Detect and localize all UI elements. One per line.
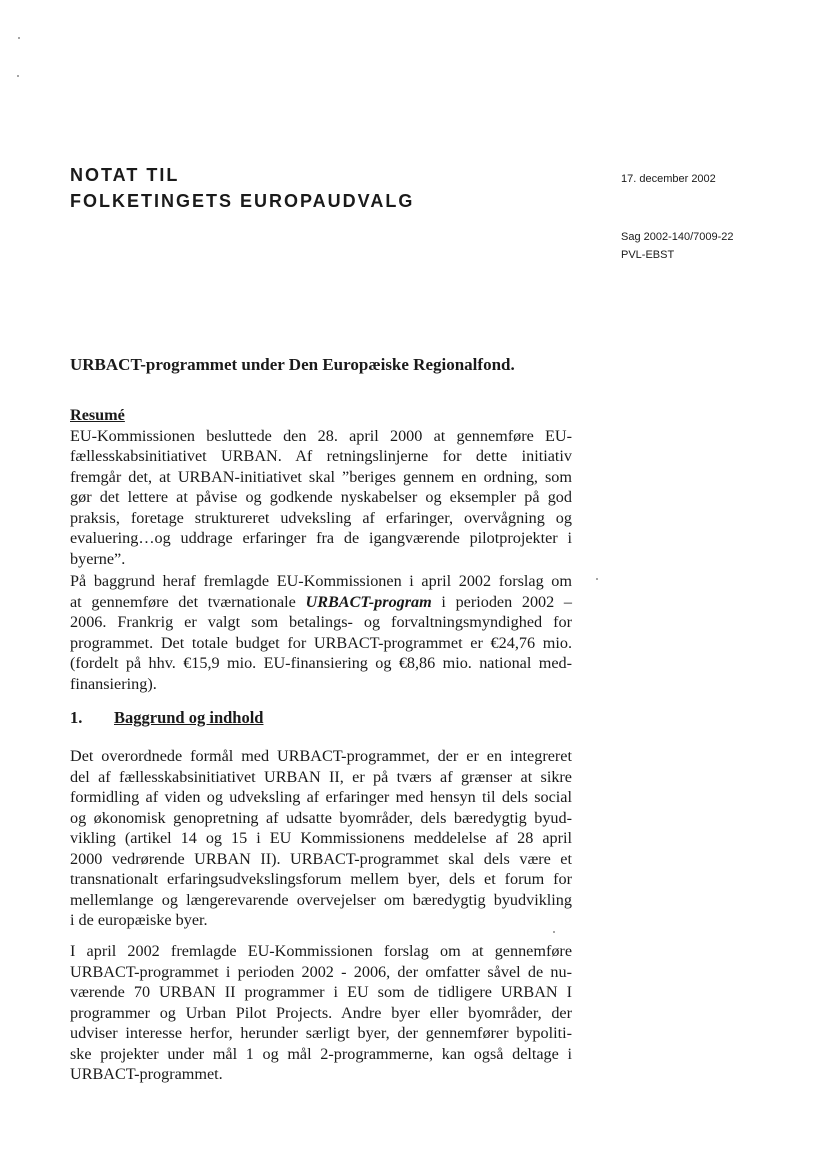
text-line: 2000 vedrørende URBAN II). URBACT-programmet skal dels være et	[70, 849, 572, 868]
text-segment: at gennemføre det tværnationale	[70, 592, 306, 611]
text-line: finansiering).	[70, 674, 157, 693]
text-line: 2006. Frankrig er valgt som betalings- og forvaltningsmyndighed for	[70, 613, 572, 631]
text-line: byerne”.	[70, 549, 126, 568]
text-line: gør det lettere at påvise og godkende nyskabelser og eksempler på god	[70, 488, 572, 506]
scan-speck	[596, 578, 598, 580]
document-heading	[70, 162, 414, 214]
subject-title: URBACT-programmet under Den Europæiske Regionalfond.	[70, 355, 515, 374]
paragraph-proposal	[70, 941, 572, 1085]
paragraph-purpose	[70, 746, 572, 931]
scan-speck	[553, 931, 555, 933]
text-line: ske projekter under mål 1 og mål 2-programmerne, kan også deltage i	[70, 1044, 572, 1063]
text-line: EU-Kommissionen besluttede den 28. april 2000 at gennemføre EU-	[70, 426, 572, 445]
paragraph-budget	[70, 571, 572, 694]
scan-speck	[18, 37, 20, 39]
text-line: programmet. Det totale budget for URBACT-programmet er €24,76 mio.	[70, 633, 572, 652]
text-line: Det overordnede formål med URBACT-programmet, der er en integreret	[70, 747, 572, 765]
text-line: vikling (artikel 14 og 15 i EU Kommissionens meddelelse af 28 april	[70, 829, 572, 847]
text-line: På baggrund heraf fremlagde EU-Kommissionen i april 2002 forslag om	[70, 572, 572, 590]
document-date: 17. december 2002	[621, 173, 716, 185]
heading-line-1: NOTAT TIL	[70, 165, 180, 185]
text-line: evaluering…og uddrage erfaringer fra de igangværende pilotprojekter i	[70, 529, 572, 547]
text-line: praksis, foretage struktureret udveksling af erfaringer, overvågning og	[70, 508, 572, 527]
text-line: fællesskabsinitiativet URBAN. Af retningslinjerne for dette initiativ	[70, 447, 572, 465]
text-line: værende 70 URBAN II programmer i EU som de tidligere URBAN I	[70, 983, 572, 1001]
text-line: transnationalt erfaringsudvekslingsforum mellem byer, dels et forum for	[70, 870, 572, 888]
text-line: i de europæiske byer.	[70, 911, 208, 929]
text-line: udviser interesse herfor, herunder særligt byer, der gennemfører bypoliti-	[70, 1024, 572, 1042]
text-line: formidling af viden og udveksling af erfaringer med hensyn til dels social	[70, 788, 572, 806]
scan-speck	[17, 75, 19, 77]
text-line-emphasis	[70, 592, 572, 613]
text-line: programmer og Urban Pilot Projects. Andre byer eller byområder, der	[70, 1003, 572, 1022]
case-number: Sag 2002-140/7009-22	[621, 231, 734, 243]
heading-line-2: FOLKETINGETS EUROPAUDVALG	[70, 191, 415, 211]
text-line: URBACT-programmet i perioden 2002 - 2006, der omfatter såvel de nu-	[70, 962, 572, 981]
section-title: Baggrund og indhold	[114, 708, 264, 727]
text-segment: i perioden 2002 –	[431, 592, 572, 611]
text-line: (fordelt på hhv. €15,9 mio. EU-finansiering og €8,86 mio. national med-	[70, 654, 572, 672]
text-line: mellemlange og længerevarende overvejelser om bæredygtig byudvikling	[70, 890, 572, 909]
resume-label: Resumé	[70, 406, 125, 424]
text-line: I april 2002 fremlagde EU-Kommissionen forslag om at gennemføre	[70, 942, 572, 960]
program-name-emphasis: URBACT-program	[305, 592, 432, 611]
text-line: fremgår det, at URBAN-initiativet skal ”beriges gennem en ordning, som	[70, 467, 572, 486]
resume-section	[70, 405, 572, 569]
text-line: del af fællesskabsinitiativet URBAN II, er på tværs af grænser at sikre	[70, 767, 572, 786]
text-line: URBACT-programmet.	[70, 1065, 223, 1083]
reference-code: PVL-EBST	[621, 249, 675, 261]
text-line: og økonomisk genopretning af udsatte byområder, dels bæredygtig byud-	[70, 808, 572, 827]
section-heading	[70, 708, 263, 728]
section-number: 1.	[70, 708, 83, 727]
